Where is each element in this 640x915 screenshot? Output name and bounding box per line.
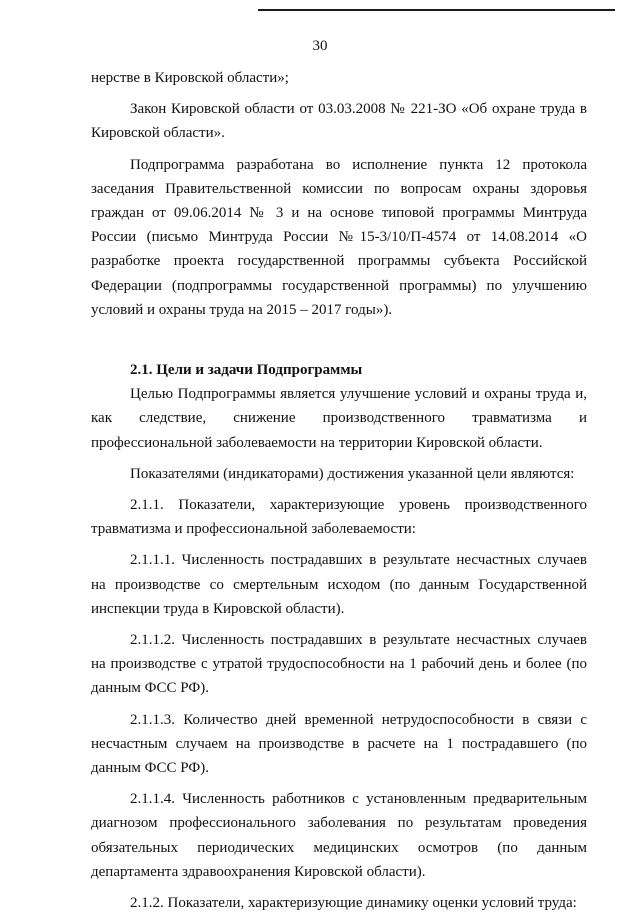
paragraph: нерстве в Кировской области»; (91, 70, 289, 86)
header-rule (258, 9, 615, 11)
page-number: 30 (312, 38, 328, 54)
paragraph: Показателями (индикаторами) достижения указанной цели являются: (130, 465, 575, 482)
paragraph: Подпрограмма разработана во исполнение пункта 12 протокола заседания Правительственной комиссии по вопросам охраны здоровья граждан от 09.06.2014 № 3 и на основе типовой программы Минтруда России (письмо Минтруда России №15-3/10/П-4574 от 14.08.2014 «О разработке проекта государственной программы субъекта Российской Федерации (подпрограммы государственной программы) по улучшению условий и охраны труда на 2015 – 2017 годы»). (91, 156, 587, 318)
paragraph: 2.1.1. Показатели, характеризующие уровень производственного травматизма и профессиональной заболеваемости: (91, 497, 587, 538)
section-heading: 2.1. Цели и задачи Подпрограммы (130, 362, 363, 379)
paragraph: 2.1.2. Показатели, характеризующие динамику оценки условий труда: (130, 895, 577, 912)
paragraph: 2.1.1.4. Численность работников с установленным предварительным диагнозом профессионального заболевания по результатам проведения обязательных периодических медицинских осмотров (по данным департамента здравоохранения Кировской области). (91, 791, 587, 880)
body-text (91, 66, 587, 915)
paragraph: 2.1.1.1. Численность пострадавших в результате несчастных случаев на производстве со смертельным исходом (по данным Государственной инспекции труда в Кировской области). (91, 552, 587, 617)
paragraph: 2.1.1.2. Численность пострадавших в результате несчастных случаев на производстве с утратой трудоспособности на 1 рабочий день и более (по данным ФСС РФ). (91, 632, 587, 697)
paragraph: 2.1.1.3. Количество дней временной нетрудоспособности в связи с несчастным случаем на производстве в расчете на 1 пострадавшего (по данным ФСС РФ). (91, 711, 587, 777)
paragraph: Закон Кировской области от 03.03.2008 № 221-ЗО «Об охране труда в Кировской области». (91, 101, 587, 142)
paragraph: Целью Подпрограммы является улучшение условий и охраны труда и, как следствие, снижение производственного травматизма и профессиональной заболеваемости на территории Кировской области. (91, 386, 587, 451)
